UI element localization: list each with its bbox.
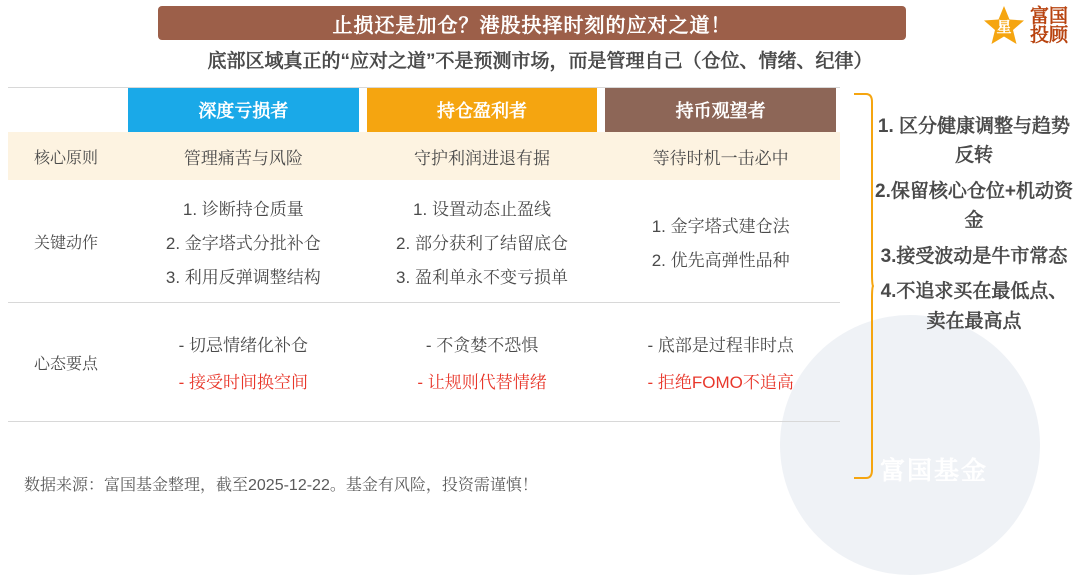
list-item: 3.接受波动是牛市常态 — [880, 245, 1068, 267]
table-header-cell-3 — [601, 88, 840, 132]
star-icon — [982, 4, 1026, 48]
principle-cell-3: 等待时机一击必中 — [652, 148, 789, 168]
mindset-list-2 — [417, 331, 546, 393]
list-item: 1. 诊断持仓质量 — [182, 199, 304, 219]
source-footnote: 数据来源：富国基金整理，截至2025-12-22。基金有风险，投资需谨慎！ — [24, 477, 538, 494]
mindset-list-3 — [647, 331, 793, 393]
row-label-principle: 核心原则 — [33, 149, 98, 167]
key-takeaways-list — [874, 112, 1074, 342]
list-item: 4.不追求买在最低点、卖在最高点 — [880, 281, 1068, 332]
list-item: - 不贪婪不恐惧 — [425, 336, 539, 355]
actions-list-2 — [396, 195, 568, 288]
watermark-text: 富国基金 — [879, 457, 988, 485]
list-item: 2.保留核心仓位+机动资金 — [875, 180, 1073, 232]
actions-list-1 — [166, 195, 321, 288]
list-item-highlight: - 接受时间换空间 — [178, 373, 309, 392]
page-title: 止损还是加仓？港股抉择时刻的应对之道！ — [158, 6, 906, 40]
brand-logo-text-bottom: 投顾 — [1029, 25, 1068, 46]
actions-list-3 — [652, 212, 790, 271]
mindset-cell-3 — [601, 303, 840, 421]
comparison-table — [8, 88, 840, 422]
brand-logo-text — [1030, 7, 1068, 46]
actions-cell-1 — [124, 180, 363, 302]
list-item: 1. 设置动态止盈线 — [413, 199, 551, 219]
brand-logo — [982, 4, 1068, 48]
row-label-actions: 关键动作 — [33, 234, 98, 252]
brand-logo-text-top: 富国 — [1029, 5, 1068, 27]
list-item: 1. 区分健康调整与趋势反转 — [877, 116, 1071, 167]
list-item: 1. 金字塔式建仓法 — [651, 216, 790, 236]
column-header-label-2: 持仓盈利者 — [367, 88, 598, 132]
list-item: 3. 利用反弹调整结构 — [165, 267, 321, 287]
list-item: 2. 部分获利了结留底仓 — [396, 233, 568, 253]
actions-cell-3 — [601, 180, 840, 302]
principle-cell-2: 守护利润进退有据 — [414, 148, 550, 168]
list-item: - 切忌情绪化补仓 — [178, 336, 309, 355]
table-row — [8, 303, 840, 422]
list-item-highlight: - 拒绝FOMO不追高 — [647, 373, 794, 392]
principle-cell-1: 管理痛苦与风险 — [183, 148, 303, 168]
table-header-cell-1 — [124, 88, 363, 132]
star-icon-label: 星 — [996, 18, 1012, 36]
list-item: 2. 优先高弹性品种 — [651, 250, 790, 270]
actions-cell-2 — [363, 180, 602, 302]
mindset-cell-2 — [363, 303, 602, 421]
column-header-label-3: 持币观望者 — [605, 88, 836, 132]
table-header-row — [8, 88, 840, 132]
row-label-mindset: 心态要点 — [33, 355, 98, 373]
table-row — [8, 132, 840, 180]
bracket-icon — [852, 92, 874, 480]
table-corner-cell — [8, 88, 124, 132]
list-item: 3. 盈利单永不变亏损单 — [396, 267, 568, 287]
table-header-cell-2 — [363, 88, 602, 132]
table-row — [8, 180, 840, 303]
mindset-cell-1 — [124, 303, 363, 421]
column-header-label-1: 深度亏损者 — [128, 88, 359, 132]
list-item-highlight: - 让规则代替情绪 — [417, 373, 547, 392]
mindset-list-1 — [179, 331, 308, 393]
list-item: 2. 金字塔式分批补仓 — [165, 233, 321, 253]
list-item: - 底部是过程非时点 — [647, 336, 794, 355]
page-subtitle: 底部区域真正的“应对之道”不是预测市场，而是管理自己（仓位、情绪、纪律） — [207, 51, 873, 72]
